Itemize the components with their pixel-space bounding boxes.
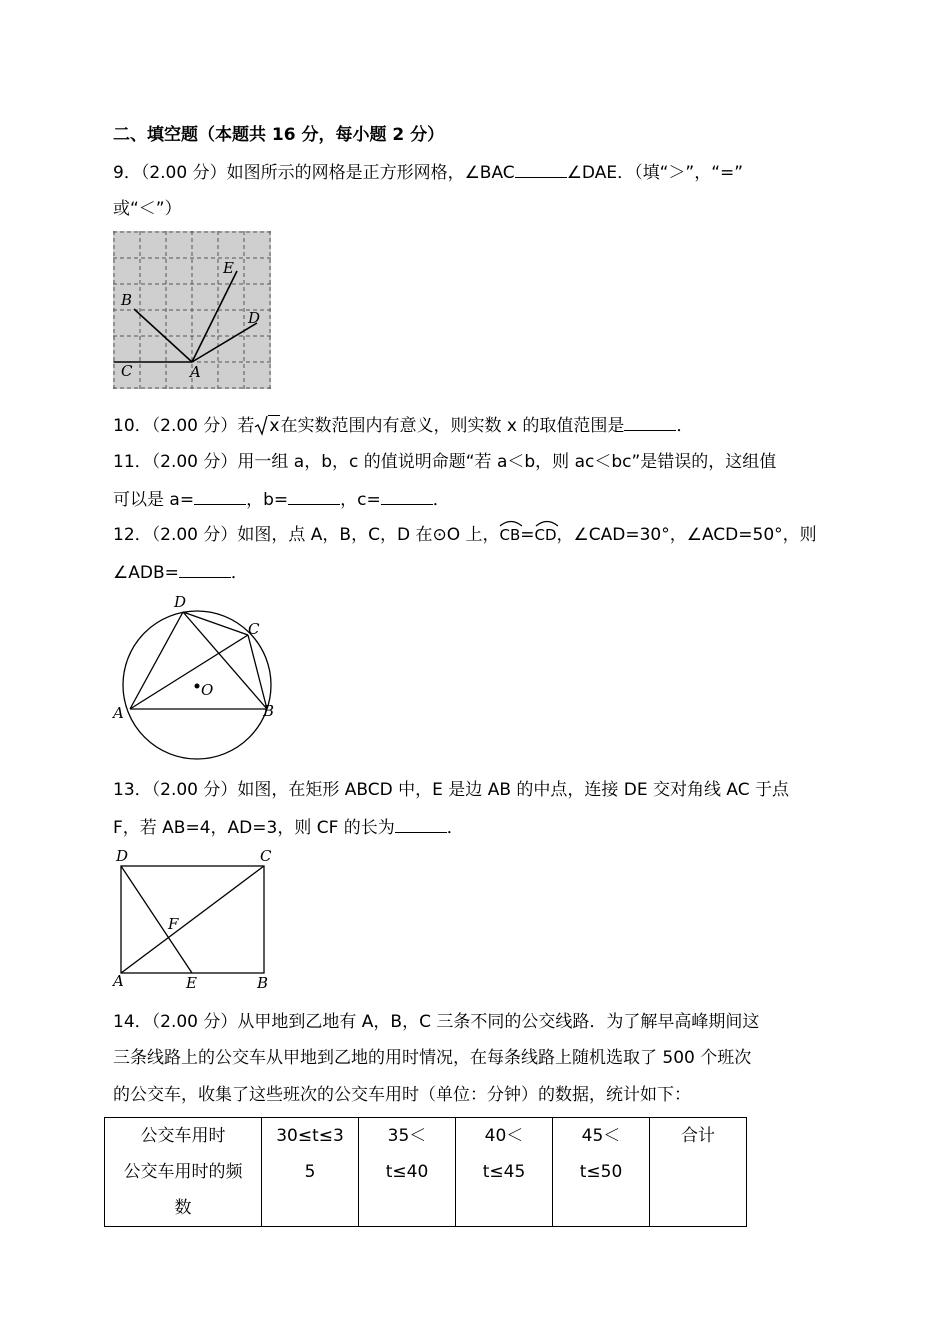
q13-label-A: A [113,972,124,990]
table-col-30-35: 30≤t≤3 5 [262,1118,359,1227]
q13-label-E: E [186,974,197,992]
table-row [105,1118,747,1227]
sqrt-radicand: x [269,416,280,436]
q14-line1: 14．（2.00 分）从甲地到乙地有 A，B，C 三条不同的公交线路．为了解早高峰期间这 [113,1012,760,1032]
table-col-40-45: 40＜ t≤45 [456,1118,553,1227]
q12-line2-prefix: ∠ADB= [113,563,179,583]
q13-label-D: D [116,847,129,865]
q11-c-blank[interactable] [381,488,433,505]
q12-label-D: D [174,593,187,611]
q9-suffix: ∠DAE．（填“＞”，“=” [566,163,744,183]
q12-label-A: A [113,704,124,722]
q13-label-F: F [168,915,179,933]
q10-line [113,414,693,437]
q11-b-blank[interactable] [288,488,340,505]
q12-line2 [113,561,248,584]
q12-label-B: B [263,702,275,720]
chord-AD [130,612,183,709]
q10-end: ． [676,416,694,436]
arc-CD-icon [535,519,559,527]
sqrt-x-expression [254,414,280,437]
q13-line2 [113,816,464,839]
q9-grid-figure [113,231,273,391]
q11-line2 [113,488,450,511]
q12-label-O: O [201,681,214,699]
arc-CB: CB [499,524,520,546]
table-header-cell: 公交车用时 公交车用时的频 数 [105,1118,262,1227]
table-col-45-50: 45＜ t≤50 [553,1118,650,1227]
q9-line1 [113,161,743,184]
q12-suffix: ，∠CAD=30°，∠ACD=50°，则 [556,525,817,545]
q10-prefix: 10．（2.00 分）若 [113,416,255,436]
q13-label-C: C [260,847,272,865]
q13-end: ． [446,818,464,838]
arc-CB-icon [499,519,523,527]
q10-answer-blank[interactable] [624,414,676,431]
q13-answer-blank[interactable] [395,816,447,833]
q11-c-label: ，c= [340,490,381,510]
q13-rectangle-figure [110,845,285,995]
q11-b-label: ，b= [246,490,289,510]
q12-answer-blank[interactable] [179,561,231,578]
q12-circle-figure [108,590,288,760]
q12-label-C: C [248,620,260,638]
q9-label-A: A [190,363,201,381]
q14-line3: 的公交车，收集了这些班次的公交车用时（单位：分钟）的数据，统计如下： [113,1085,691,1105]
chord-AC [130,635,248,709]
q11-end: ． [432,490,450,510]
q13-label-B: B [257,974,269,992]
q9-label-C: C [121,362,133,380]
diagonal-AC [121,866,264,973]
sqrt-icon [254,414,268,436]
table-col-35-40: 35＜ t≤40 [359,1118,456,1227]
q14-line2: 三条线路上的公交车从甲地到乙地的用时情况，在每条线路上随机选取了 500 个班次 [113,1048,752,1068]
bus-time-frequency-table [104,1117,747,1227]
table-col-total: 合计 [650,1118,747,1227]
center-dot [195,684,200,689]
q12-prefix: 12．（2.00 分）如图，点 A，B，C，D 在⊙O 上， [113,525,500,545]
section-title: 二、填空题（本题共 16 分，每小题 2 分） [113,125,445,145]
q13-line1: 13．（2.00 分）如图，在矩形 ABCD 中，E 是边 AB 的中点，连接 DE 交对角线 AC 于点 [113,780,790,800]
q9-prefix: 9．（2.00 分）如图所示的网格是正方形网格，∠BAC [113,163,515,183]
q13-line2-prefix: F，若 AB=4，AD=3，则 CF 的长为 [113,818,395,838]
q12-eq: = [520,525,535,545]
q9-label-D: D [248,309,261,327]
q9-label-E: E [223,259,234,277]
q11-a-label: 可以是 a= [113,490,195,510]
segment-DE [121,866,192,973]
q9-label-B: B [121,291,133,309]
q9-answer-blank[interactable] [515,161,567,178]
q12-end: ． [230,563,248,583]
q12-line1 [113,524,817,546]
arc-CD: CD [535,524,557,546]
q10-suffix: 在实数范围内有意义，则实数 x 的取值范围是 [280,416,625,436]
q11-line1: 11．（2.00 分）用一组 a，b，c 的值说明命题“若 a＜b，则 ac＜bc”是错误的，这组值 [113,452,777,472]
q9-line2: 或“＜”） [113,199,182,219]
q11-a-blank[interactable] [194,488,246,505]
